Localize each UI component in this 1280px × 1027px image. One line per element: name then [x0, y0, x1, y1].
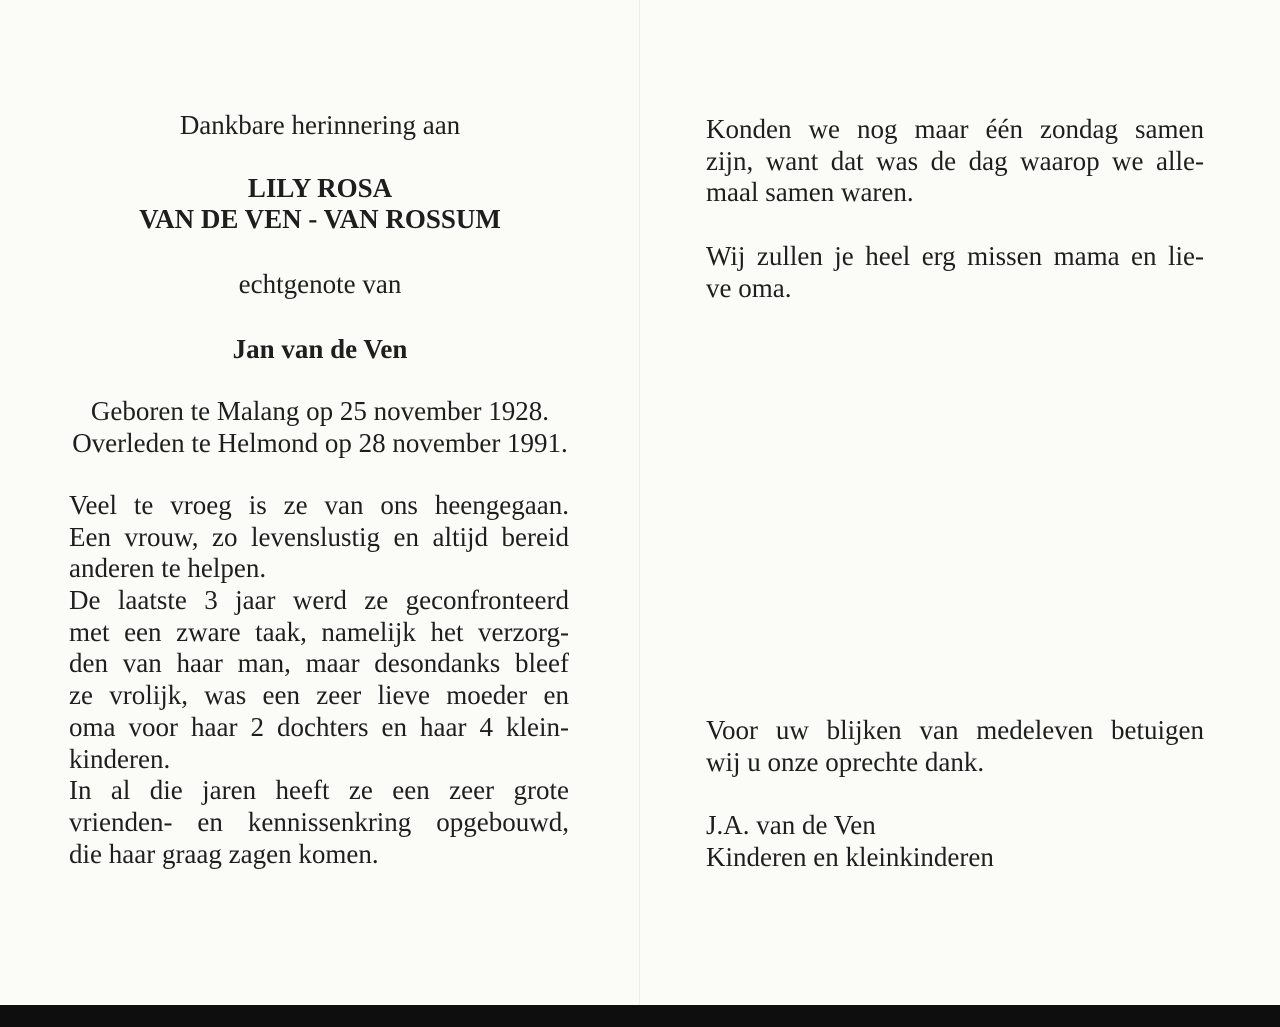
farewell-line: Wij zullen je heel erg missen mama en lie-	[706, 241, 1204, 271]
signature-family: Kinderen en kleinkinderen	[706, 842, 994, 872]
relation-text: echtgenote van	[238, 269, 402, 299]
tribute-line: De laatste 3 jaar werd ze geconfronteerd	[69, 585, 569, 616]
thanks-line: Voor uw blijken van medeleven betuigen	[706, 715, 1204, 745]
name-line-2: VAN DE VEN - VAN ROSSUM	[139, 204, 501, 234]
tribute-line: Veel te vroeg is ze van ons heengegaan.	[69, 490, 569, 520]
name-line-1: LILY ROSA	[247, 173, 393, 203]
verse-line: maal samen waren.	[706, 177, 914, 208]
tribute-line: Een vrouw, zo levenslustig en altijd bereid	[69, 521, 569, 552]
tribute-line: den van haar man, maar desondanks bleef	[69, 648, 569, 679]
tribute-line: anderen te helpen.	[69, 553, 267, 584]
verse-line: Konden we nog maar één zondag samen	[706, 114, 1204, 144]
spouse-name: Jan van de Ven	[232, 334, 408, 364]
intro-text: Dankbare herinnering aan	[179, 110, 461, 140]
farewell-text	[706, 241, 1204, 304]
farewell-line: ve oma.	[706, 272, 792, 303]
birth-line: Geboren te Malang op 25 november 1928.	[90, 396, 550, 426]
tribute-line: ze vrolijk, was een zeer lieve moeder en	[69, 680, 569, 711]
verse-text	[706, 114, 1204, 209]
thanks-text	[706, 715, 1204, 778]
tribute-line: vrienden- en kennissenkring opgebouwd,	[69, 806, 569, 837]
scan-border	[0, 1005, 1280, 1027]
verse-line: zijn, want dat was de dag waarop we alle-	[706, 145, 1204, 176]
card-fold	[639, 0, 640, 1005]
tribute-line: In al die jaren heeft ze een zeer grote	[69, 775, 569, 806]
tribute-line: die haar graag zagen komen.	[69, 838, 379, 869]
tribute-text	[69, 490, 569, 870]
tribute-line: oma voor haar 2 dochters en haar 4 klein-	[69, 711, 569, 742]
tribute-line: met een zware taak, namelijk het verzorg-	[69, 616, 569, 647]
thanks-line: wij u onze oprechte dank.	[706, 746, 985, 777]
signature-name: J.A. van de Ven	[706, 810, 876, 840]
tribute-line: kinderen.	[69, 743, 171, 774]
death-line: Overleden te Helmond op 28 november 1991.	[72, 428, 568, 458]
